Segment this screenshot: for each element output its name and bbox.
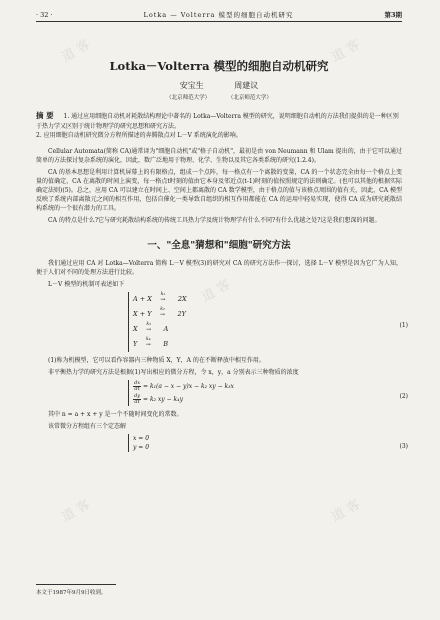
watermark: 道 客 <box>199 277 233 306</box>
intro-paragraph-1: Cellular Automata(简称 CA)通常译为"细胞自动机"或"格子自动机"，最初是由 von Neumann 和 Ulam 提出的，由于它可以通过简单的方法探讨复杂系统的演化，因此，数广泛地用于物理、化学、生物以及其它各类系统的研究(1.2.4)。 <box>36 147 402 164</box>
footnote <box>36 584 116 596</box>
affiliation-line <box>36 93 402 101</box>
reaction-4: Y → k₄ B <box>133 336 169 348</box>
issue-label: 第3期 <box>384 11 402 19</box>
page-number: · 32 · <box>36 11 53 19</box>
abstract <box>36 111 402 141</box>
intro-paragraph-2: CA 的基本思想是利用计算机屏幕上的有限格点，组成一个点阵，每一格点有一个离散的变量，CA 的一个状态完全由每一个格点上变量的值确定，CA 在离散的时间上演变，每一格点t时刻的值由它本身及邻近点(t-1)时刻的值按照规定的法则确定。(也可以其他的根据实际确定法则)(5)。总之，应用 CA 可以建立在时间上、空间上都离散的 CA 数学模型，由于格点的值与该格点周围的值有关，因此，CA 模型反映了系统内部离散元之间的相互作用，包括自催化一类导致自组织的相互作用都能在 CA 的运用中轻易实现，使得 CA 成为研究耗散结构系统的一个很有潜力的工具。 <box>36 168 402 212</box>
reaction-3: X → k₃ A <box>133 321 169 333</box>
section-paragraph-1: 我们通过应用 CA 对 Lotka—Volterra 简称 L－V 模型(3)的研究对 CA 的研究方法作一探讨，选择 L－V 模型是因为它广为人知，便于人们对不同的处理方法进行比较。 <box>36 259 402 276</box>
steady-y: y = 0 <box>133 443 150 451</box>
affiliation-2: （北京师范大学） <box>227 95 272 101</box>
section-paragraph-5: 其中 n = a + x + y 是一个不随时间变化的常数。 <box>48 410 183 418</box>
section-paragraph-4: 非平衡热力学的研究方法是根据(1)写出相应的微分方程，令 x，y，a 分别表示三种物质的浓度 <box>48 368 299 376</box>
reaction-1: A + X → k₁ 2X <box>133 291 187 303</box>
equation-number-2: (2) <box>399 392 408 400</box>
watermark: 道 客 <box>59 37 93 66</box>
steady-state-solution <box>36 434 408 452</box>
running-title: Lotka — Volterra 模型的细胞自动机研究 <box>143 11 294 19</box>
abstract-item-1: 1. 通过应用细胞自动机对耗散结构理论中著名的 Lotka—Volterra 模型的研究，说明细胞自动机的方法我们提供的是一种区别于热力学又区别于统计物理学的研究思想和研究方法。 <box>36 113 399 130</box>
watermark: 道 客 <box>59 497 93 526</box>
watermark: 道 客 <box>329 37 363 66</box>
footnote-text: 本文于1987年9月9日收到。 <box>36 590 107 596</box>
steady-x: x = 0 <box>133 434 150 442</box>
author-line <box>36 80 402 91</box>
ode-1: $\frac{dx}{dt}$ = k₁(a − x − y)x − k₂ xy − k₃x <box>134 379 234 392</box>
article-title: Lotka－Volterra 模型的细胞自动机研究 <box>109 59 329 73</box>
intro-paragraph-3: CA 的特点是什么?它与研究耗散结构系统的传统工具热力学及统计物理学有什么不同?有什么优越之处?这是我们想深的问题。 <box>48 216 381 224</box>
equation-number-3: (3) <box>399 442 408 450</box>
author-2: 周建议 <box>234 81 259 90</box>
ode-system <box>36 379 408 406</box>
ode-2: $\frac{dy}{dt}$ = k₂ xy − k₄y <box>134 392 183 405</box>
running-header <box>36 10 402 22</box>
watermark: 道 客 <box>329 497 363 526</box>
equation-number-1: (1) <box>399 321 408 329</box>
section-paragraph-2: L－V 模型的机制可表述如下 <box>48 280 125 288</box>
section-heading: 一、"全息"猜想和"细胞"研究方法 <box>147 239 291 251</box>
reaction-2: X + Y → k₂ 2Y <box>133 306 186 318</box>
abstract-item-2: 2. 应用细胞自动机研究微分方程所描述的奔腾散点对 L－V 系统演化的影响。 <box>36 132 242 139</box>
section-paragraph-3: (1)称为机模型，它可以看作容器内三种物质 X，Y，A 的在不断释放中相互作用。 <box>48 356 265 364</box>
affiliation-1: （北京师范大学） <box>166 95 211 101</box>
author-1: 安宝生 <box>179 81 204 90</box>
section-paragraph-6: 该常微分方程组有三个定态解 <box>48 422 127 430</box>
abstract-label: 摘 要 <box>36 111 54 120</box>
